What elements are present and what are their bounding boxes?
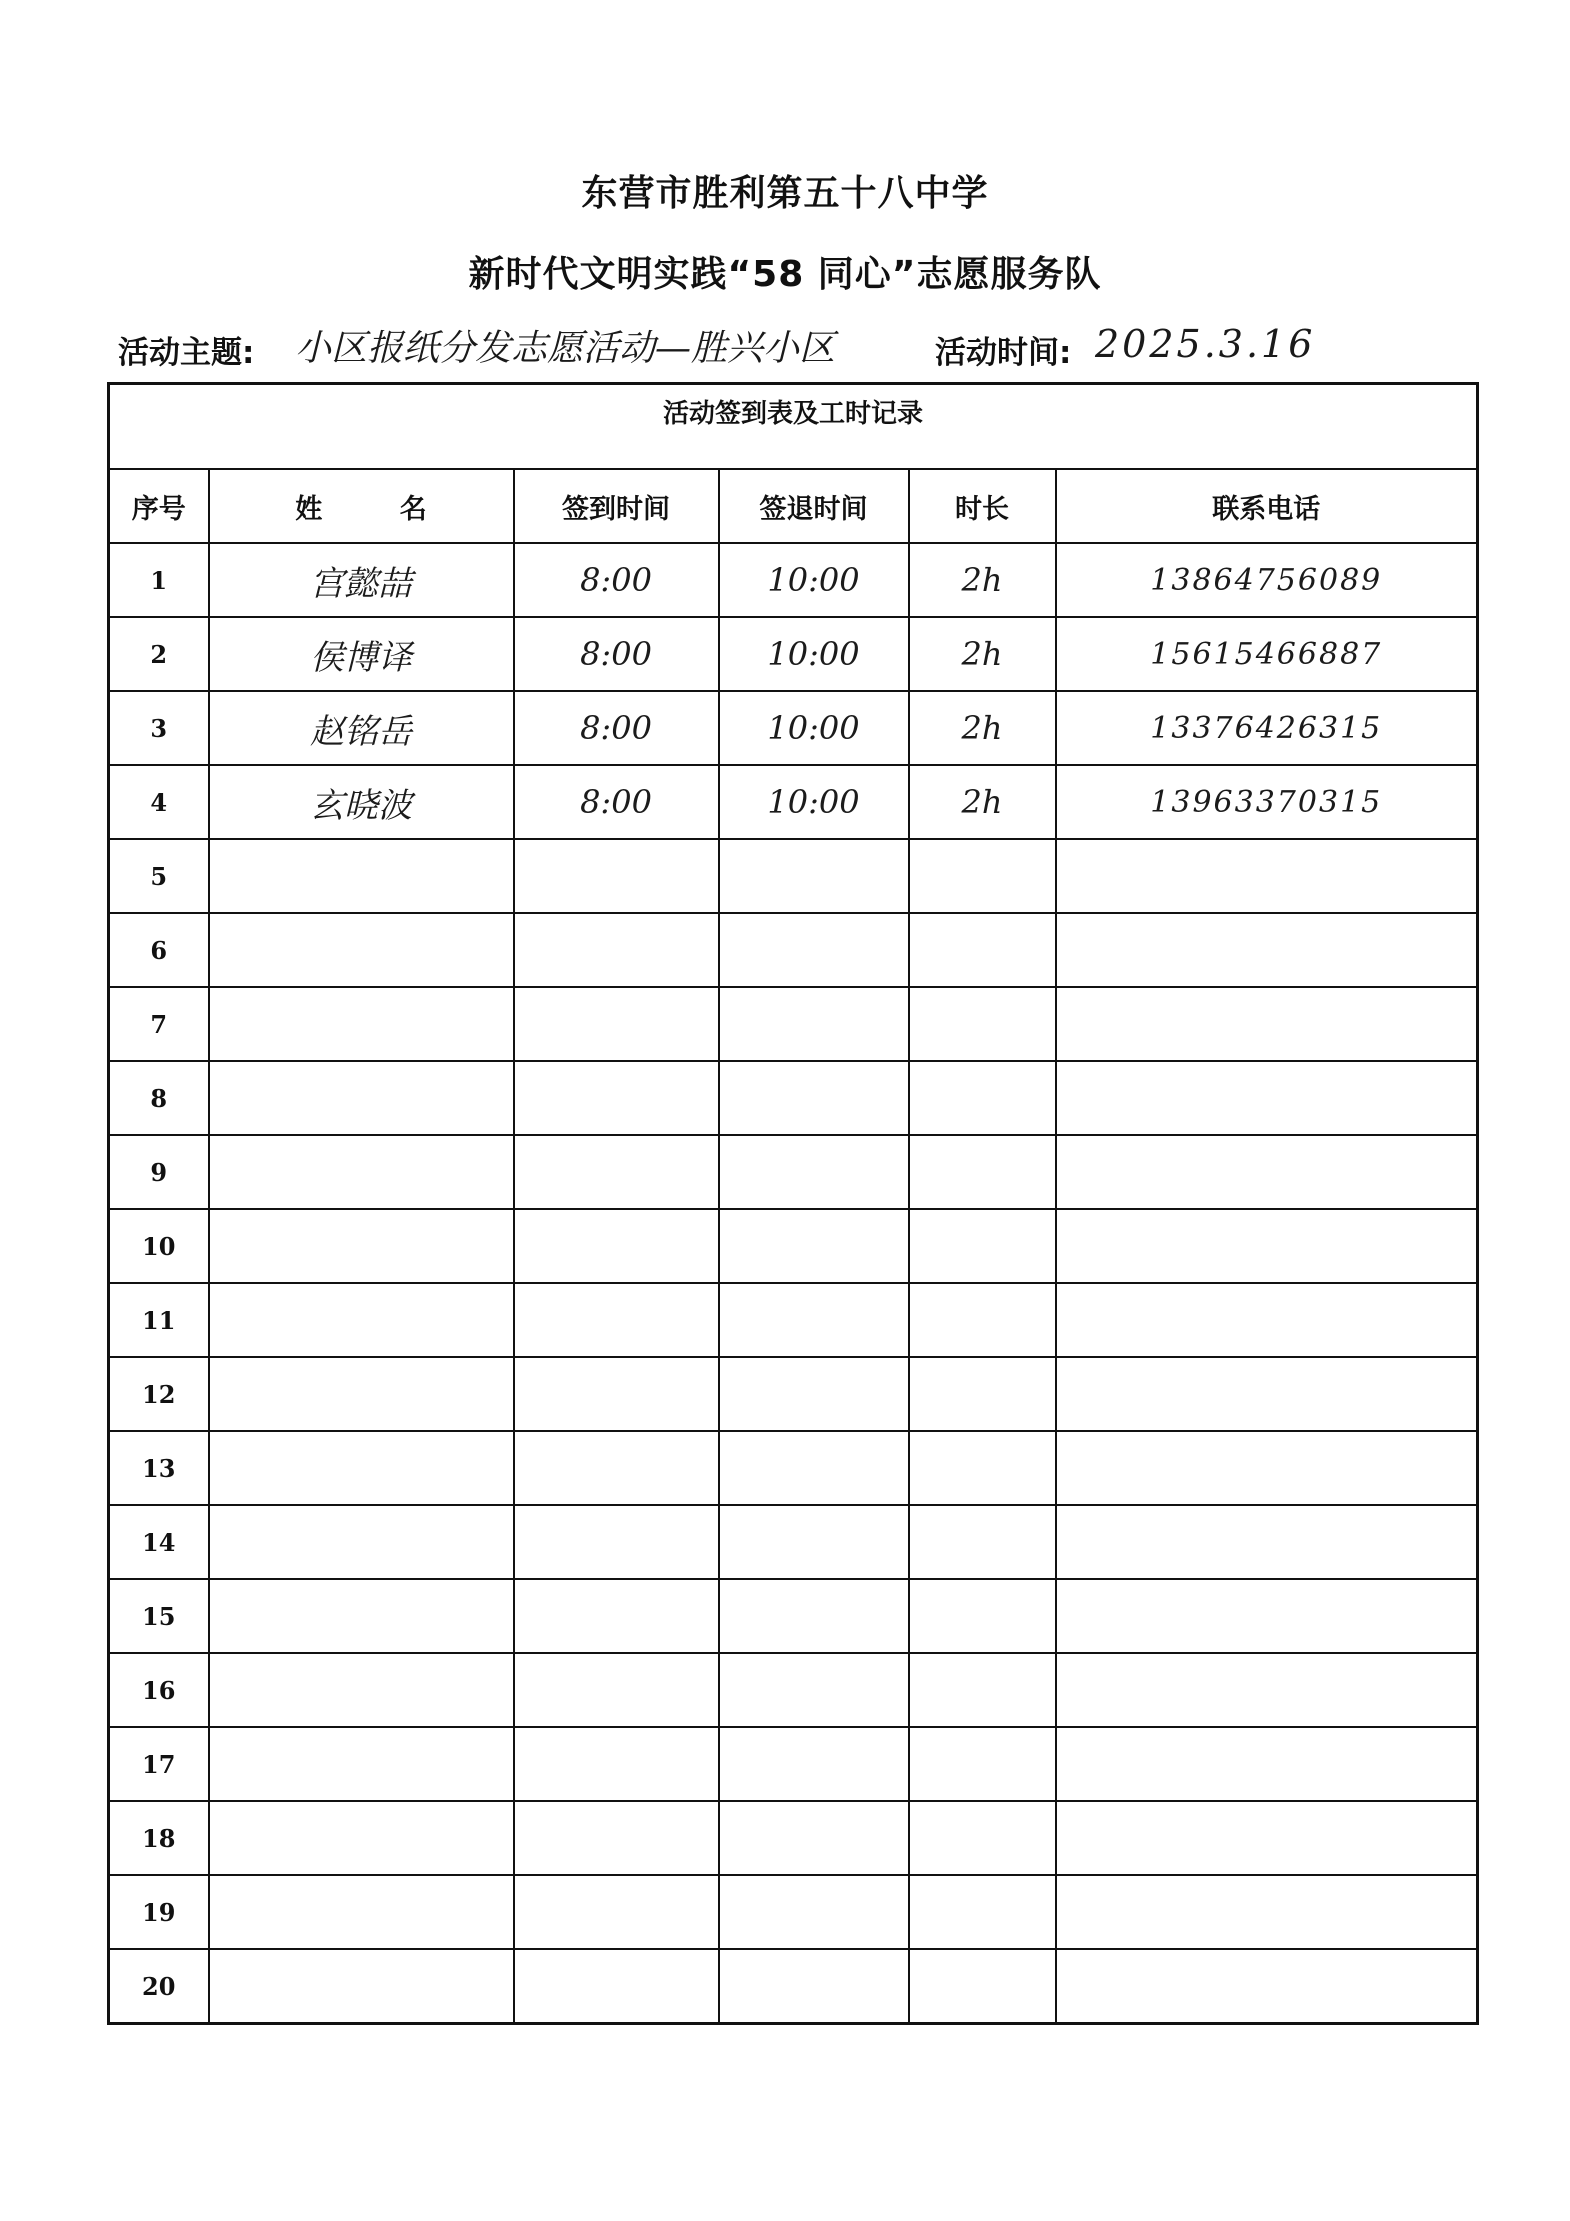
cell-index: 16 <box>109 1653 209 1727</box>
cell-name <box>209 1357 514 1431</box>
cell-index: 20 <box>109 1949 209 2024</box>
cell-sign-out <box>719 1579 909 1653</box>
table-row <box>109 765 1478 839</box>
cell-index: 11 <box>109 1283 209 1357</box>
cell-name: 赵铭岳 <box>209 691 514 765</box>
cell-duration <box>909 1135 1056 1209</box>
table-row <box>109 1727 1478 1801</box>
activity-theme-label: 活动主题: <box>118 335 255 371</box>
cell-sign-out <box>719 1727 909 1801</box>
cell-name: 宫懿喆 <box>209 543 514 617</box>
cell-sign-in <box>514 1357 719 1431</box>
cell-name <box>209 1283 514 1357</box>
column-header-name: 姓 名 <box>209 469 514 543</box>
cell-phone <box>1056 1505 1478 1579</box>
cell-index: 14 <box>109 1505 209 1579</box>
cell-duration: 2h <box>909 691 1056 765</box>
cell-duration: 2h <box>909 543 1056 617</box>
column-header-sign-out: 签退时间 <box>719 469 909 543</box>
cell-name <box>209 1431 514 1505</box>
column-header-phone: 联系电话 <box>1056 469 1478 543</box>
cell-sign-out: 10:00 <box>719 691 909 765</box>
cell-duration <box>909 1801 1056 1875</box>
cell-sign-out <box>719 1135 909 1209</box>
cell-phone <box>1056 1949 1478 2024</box>
team-title: 新时代文明实践“58 同心”志愿服务队 <box>468 254 1102 295</box>
cell-sign-out <box>719 1283 909 1357</box>
cell-phone <box>1056 987 1478 1061</box>
cell-sign-in <box>514 1653 719 1727</box>
cell-sign-in <box>514 1875 719 1949</box>
table-row <box>109 1209 1478 1283</box>
cell-index: 19 <box>109 1875 209 1949</box>
cell-index: 7 <box>109 987 209 1061</box>
cell-name <box>209 987 514 1061</box>
cell-duration <box>909 1949 1056 2024</box>
cell-name <box>209 1801 514 1875</box>
sign-in-sheet-table <box>107 382 1479 2025</box>
table-row <box>109 691 1478 765</box>
table-row <box>109 1061 1478 1135</box>
cell-sign-in <box>514 1727 719 1801</box>
table-row <box>109 543 1478 617</box>
cell-sign-in <box>514 1209 719 1283</box>
cell-phone <box>1056 1061 1478 1135</box>
cell-name <box>209 1209 514 1283</box>
cell-index: 5 <box>109 839 209 913</box>
cell-sign-out <box>719 1061 909 1135</box>
table-row <box>109 1431 1478 1505</box>
cell-phone <box>1056 839 1478 913</box>
cell-phone <box>1056 1579 1478 1653</box>
cell-index: 13 <box>109 1431 209 1505</box>
cell-phone <box>1056 1135 1478 1209</box>
cell-sign-in <box>514 1801 719 1875</box>
table-row <box>109 1283 1478 1357</box>
cell-sign-in: 8:00 <box>514 691 719 765</box>
cell-duration <box>909 1505 1056 1579</box>
table-row <box>109 1653 1478 1727</box>
cell-duration: 2h <box>909 617 1056 691</box>
cell-sign-out <box>719 987 909 1061</box>
cell-duration <box>909 1283 1056 1357</box>
cell-phone <box>1056 1727 1478 1801</box>
table-row <box>109 1135 1478 1209</box>
table-row <box>109 1579 1478 1653</box>
cell-name <box>209 1653 514 1727</box>
table-row <box>109 987 1478 1061</box>
cell-index: 2 <box>109 617 209 691</box>
cell-sign-in <box>514 987 719 1061</box>
cell-sign-in <box>514 913 719 987</box>
cell-sign-out <box>719 1505 909 1579</box>
cell-sign-out <box>719 839 909 913</box>
cell-index: 6 <box>109 913 209 987</box>
cell-phone: 15615466887 <box>1056 617 1478 691</box>
cell-duration <box>909 1209 1056 1283</box>
cell-sign-out <box>719 1357 909 1431</box>
cell-name <box>209 1135 514 1209</box>
cell-sign-in: 8:00 <box>514 617 719 691</box>
cell-sign-out <box>719 1801 909 1875</box>
cell-phone <box>1056 1875 1478 1949</box>
column-header-sign-in: 签到时间 <box>514 469 719 543</box>
cell-index: 12 <box>109 1357 209 1431</box>
cell-duration <box>909 1727 1056 1801</box>
cell-duration <box>909 1579 1056 1653</box>
cell-phone: 13864756089 <box>1056 543 1478 617</box>
cell-phone <box>1056 1283 1478 1357</box>
cell-sign-out: 10:00 <box>719 765 909 839</box>
activity-theme-value: 小区报纸分发志愿活动—胜兴小区 <box>295 328 836 369</box>
cell-sign-in: 8:00 <box>514 765 719 839</box>
cell-index: 1 <box>109 543 209 617</box>
cell-duration <box>909 839 1056 913</box>
cell-phone: 13376426315 <box>1056 691 1478 765</box>
cell-name <box>209 913 514 987</box>
cell-name <box>209 1579 514 1653</box>
cell-name <box>209 1949 514 2024</box>
cell-sign-out <box>719 1949 909 2024</box>
cell-name <box>209 1727 514 1801</box>
cell-sign-out <box>719 1209 909 1283</box>
cell-sign-out <box>719 1653 909 1727</box>
cell-duration <box>909 913 1056 987</box>
table-row <box>109 1357 1478 1431</box>
cell-name: 玄晓波 <box>209 765 514 839</box>
table-row <box>109 617 1478 691</box>
table-row <box>109 1505 1478 1579</box>
table-row <box>109 839 1478 913</box>
cell-sign-in <box>514 839 719 913</box>
cell-phone <box>1056 1357 1478 1431</box>
cell-duration <box>909 1357 1056 1431</box>
sheet-title: 活动签到表及工时记录 <box>109 384 1478 470</box>
column-header-index: 序号 <box>109 469 209 543</box>
cell-index: 15 <box>109 1579 209 1653</box>
activity-time-value: 2025.3.16 <box>1095 322 1316 366</box>
cell-phone <box>1056 1653 1478 1727</box>
cell-sign-out: 10:00 <box>719 617 909 691</box>
column-header-row <box>109 469 1478 543</box>
cell-sign-out <box>719 913 909 987</box>
cell-sign-out: 10:00 <box>719 543 909 617</box>
activity-time-label: 活动时间: <box>935 335 1072 371</box>
cell-phone <box>1056 1431 1478 1505</box>
cell-index: 10 <box>109 1209 209 1283</box>
cell-sign-in <box>514 1949 719 2024</box>
cell-duration: 2h <box>909 765 1056 839</box>
cell-duration <box>909 987 1056 1061</box>
cell-sign-out <box>719 1875 909 1949</box>
cell-name <box>209 1875 514 1949</box>
table-row <box>109 913 1478 987</box>
table-row <box>109 1949 1478 2024</box>
cell-sign-in <box>514 1061 719 1135</box>
cell-duration <box>909 1875 1056 1949</box>
cell-phone <box>1056 913 1478 987</box>
cell-duration <box>909 1061 1056 1135</box>
school-title: 东营市胜利第五十八中学 <box>581 173 989 214</box>
cell-index: 4 <box>109 765 209 839</box>
cell-phone: 13963370315 <box>1056 765 1478 839</box>
cell-phone <box>1056 1801 1478 1875</box>
cell-sign-in <box>514 1579 719 1653</box>
cell-name <box>209 1505 514 1579</box>
cell-index: 9 <box>109 1135 209 1209</box>
table-row <box>109 1801 1478 1875</box>
cell-sign-in <box>514 1505 719 1579</box>
cell-sign-in <box>514 1283 719 1357</box>
cell-sign-in: 8:00 <box>514 543 719 617</box>
cell-phone <box>1056 1209 1478 1283</box>
cell-duration <box>909 1653 1056 1727</box>
cell-duration <box>909 1431 1056 1505</box>
cell-sign-in <box>514 1431 719 1505</box>
cell-name: 侯博译 <box>209 617 514 691</box>
cell-index: 18 <box>109 1801 209 1875</box>
cell-sign-out <box>719 1431 909 1505</box>
cell-index: 3 <box>109 691 209 765</box>
table-row <box>109 1875 1478 1949</box>
cell-index: 17 <box>109 1727 209 1801</box>
column-header-duration: 时长 <box>909 469 1056 543</box>
cell-name <box>209 839 514 913</box>
cell-index: 8 <box>109 1061 209 1135</box>
cell-name <box>209 1061 514 1135</box>
cell-sign-in <box>514 1135 719 1209</box>
